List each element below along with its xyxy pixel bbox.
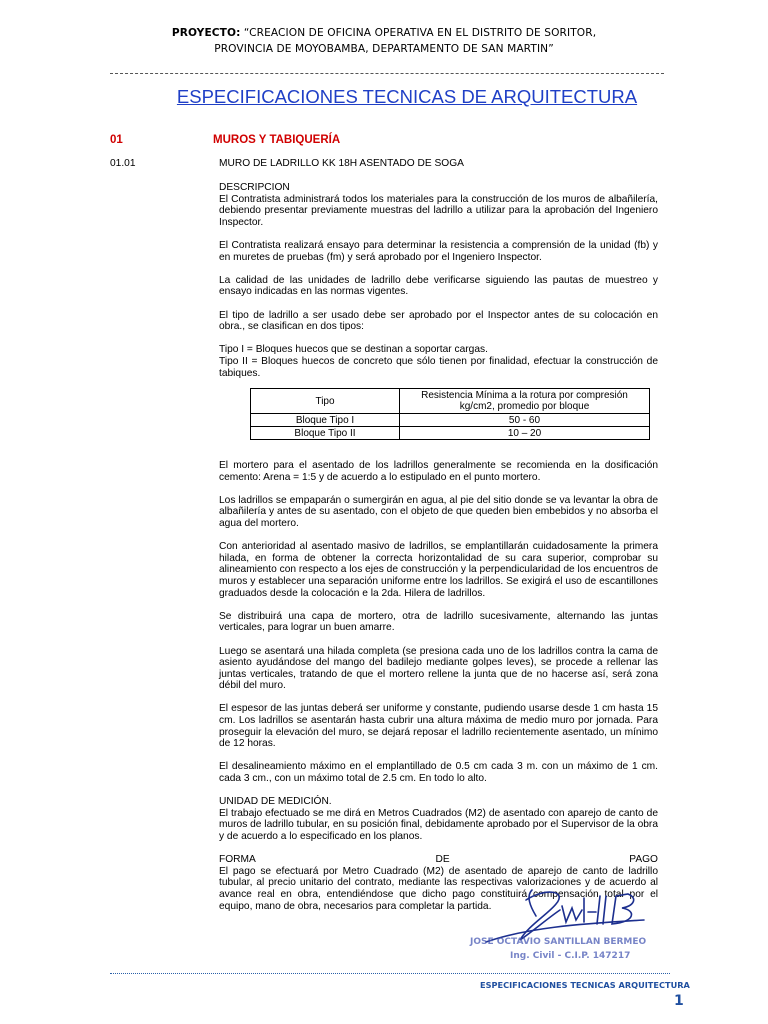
paragraph-2: El Contratista realizará ensayo para determinar la resistencia a comprensión de la unidad (fb) y en muretes de pruebas (fm) y será aprobado por el Ingeniero Inspector. bbox=[219, 239, 658, 263]
body-block-2 bbox=[219, 460, 658, 912]
paragraph-10: El espesor de las juntas deberá ser uniforme y constante, pudiendo usarse desde 1 cm hasta 15 cm. Los ladrillos se asentarán hasta cubrir una altura máxima de medio muro por jornada. Para proseguir la elevación del muro, se dejará reposar el ladrillo recientemente asentado, un mínimo de 12 horas. bbox=[219, 703, 658, 750]
paragraph-7: Con anterioridad al asentado masivo de ladrillos, se emplantillarán cuidadosamente la primera hilada, en forma de obtener la correcta horizontalidad de su cara superior, comprobar su alineamiento con respecto a los ejes de construcción y la perpendicularidad de los encuentros de muros y establecer una separación uniforme entre los ladrillos. Se exigirá el uso de escantillones graduados desde la colocación e la 2da. Hilera de ladrillos. bbox=[219, 541, 658, 599]
page-number: 1 bbox=[674, 993, 684, 1009]
paragraph-13: El pago se efectuará por Metro Cuadrado (M2) de asentado de aparejo de canto de ladrillo tubular, al precio unitario del contrato, mediante las respectivas valorizaciones y de acuerdo al avance real en obra, entendiéndose que dicho pago constituirá compensación total por el equipo, mano de obra, necesarios para completar la partida. bbox=[219, 865, 658, 912]
paragraph-1: El Contratista administrará todos los materiales para la construcción de los muros de albañilería, debiendo presentar previamente muestras del ladrillo a utilizar para la aprobación del Ingeniero Inspector. bbox=[219, 193, 658, 228]
paragraph-12: El trabajo efectuado se me dirá en Metros Cuadrados (M2) de asentado con aparejo de canto de muros de ladrillo tubular, en su posición final, debidamente aprobado por el Supervisor de la obra y de acuerdo a lo especificado en los planos. bbox=[219, 807, 658, 842]
project-header-line1 bbox=[0, 27, 768, 39]
table-header-tipo: Tipo bbox=[251, 389, 400, 414]
stamp-cip: Ing. Civil - C.I.P. 147217 bbox=[510, 951, 631, 961]
project-name-part1: “CREACION DE OFICINA OPERATIVA EN EL DISTRITO DE SORITOR, bbox=[243, 27, 597, 39]
table-header-resistencia: Resistencia Mínima a la rotura por compresión kg/cm2, promedio por bloque bbox=[400, 389, 650, 414]
table-row bbox=[251, 414, 650, 427]
engineer-signature-stamp bbox=[466, 878, 666, 973]
paragraph-11: El desalineamiento máximo en el emplantillado de 0.5 cm cada 3 m. con un máximo de 1 cm. cada 3 cm., con un máximo total de 2.5 cm. En todo lo alto. bbox=[219, 761, 658, 785]
pago-word: PAGO bbox=[629, 854, 658, 866]
table-header-row bbox=[251, 389, 650, 414]
forma-word: FORMA bbox=[219, 854, 256, 866]
paragraph-5: El mortero para el asentado de los ladrillos generalmente se recomienda en la dosificación cemento: Arena = 1:5 y de acuerdo a lo estipulado en el punto mortero. bbox=[219, 460, 658, 483]
tipo-2-line: Tipo II = Bloques huecos de concreto que sólo tienen por finalidad, efectuar la construcción de tabiques. bbox=[219, 355, 658, 379]
project-label: PROYECTO: bbox=[171, 27, 241, 39]
footer-divider bbox=[110, 973, 670, 974]
table-cell-tipo: Bloque Tipo I bbox=[251, 414, 400, 427]
tipo-1-line: Tipo I = Bloques huecos que se destinan a soportar cargas. bbox=[219, 344, 488, 356]
de-word: DE bbox=[435, 854, 450, 866]
paragraph-9: Luego se asentará una hilada completa (se presiona cada uno de los ladrillos contra la cama de asiento ayudándose del mango del badilejo mediante golpes leves), se procede a rellenar las juntas verticales, tratando de que el mortero rellene la junta que de no hacerse así, será zona débil del muro. bbox=[219, 645, 658, 692]
table-cell-valor: 10 – 20 bbox=[400, 427, 650, 440]
footer-title: ESPECIFICACIONES TECNICAS ARQUITECTURA bbox=[480, 980, 690, 990]
stamp-name: JOSE OCTAVIO SANTILLAN BERMEO bbox=[470, 937, 647, 947]
paragraph-3: La calidad de las unidades de ladrillo debe verificarse siguiendo las pautas de muestreo y ensayo indicadas en las normas vigentes. bbox=[219, 274, 658, 298]
table-cell-tipo: Bloque Tipo II bbox=[251, 427, 400, 440]
paragraph-8: Se distribuirá una capa de mortero, otra de ladrillo sucesivamente, alternando las juntas verticales, para lograr un buen amarre. bbox=[219, 610, 658, 634]
descripcion-heading: DESCRIPCION bbox=[219, 182, 290, 193]
forma-de-pago-heading bbox=[219, 854, 658, 866]
table-row bbox=[251, 427, 650, 440]
paragraph-6: Los ladrillos se empaparán o sumergirán en agua, al pie del sitio donde se va levantar la obra de albañilería y antes de su asentado, con el objeto de que queden bien embebidos y no absorba el agua del mortero. bbox=[219, 494, 658, 529]
section-number: 01 bbox=[110, 134, 123, 146]
project-header-line2: PROVINCIA DE MOYOBAMBA, DEPARTAMENTO DE SAN MARTIN” bbox=[214, 43, 554, 55]
subsection-title: MURO DE LADRILLO KK 18H ASENTADO DE SOGA bbox=[219, 158, 464, 169]
subsection-number: 01.01 bbox=[110, 158, 136, 169]
body-block-1 bbox=[219, 182, 658, 379]
paragraph-4: El tipo de ladrillo a ser usado debe ser aprobado por el Inspector antes de su colocación en obra., se clasifican en dos tipos: bbox=[219, 309, 658, 333]
section-title: MUROS Y TABIQUERÍA bbox=[213, 134, 341, 146]
table-cell-valor: 50 - 60 bbox=[400, 414, 650, 427]
header-divider bbox=[110, 73, 664, 74]
resistance-table bbox=[250, 388, 650, 440]
document-title: ESPECIFICACIONES TECNICAS DE ARQUITECTURA bbox=[176, 86, 638, 107]
unidad-heading: UNIDAD DE MEDICIÓN. bbox=[219, 796, 332, 808]
